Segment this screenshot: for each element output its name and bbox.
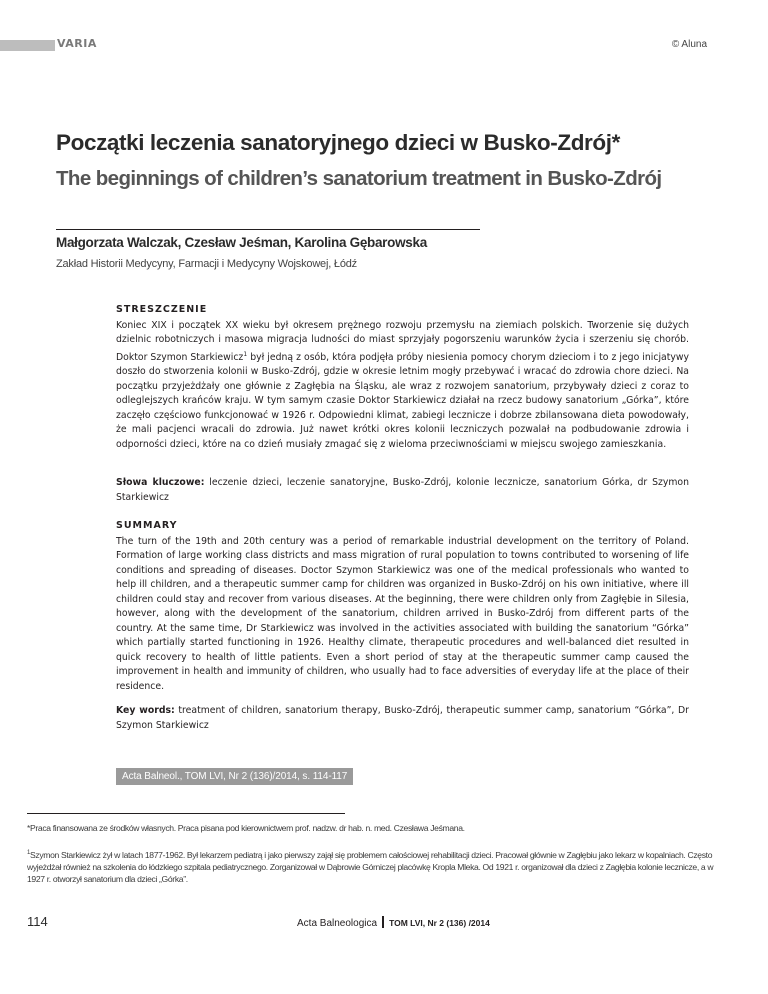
abstract-polish (116, 303, 689, 452)
keywords-text: leczenie dzieci, leczenie sanatoryjne, Busko-Zdrój, kolonie lecznicze, sanatorium Górka, dr Szymon Starkiewicz (116, 477, 689, 503)
keywords-polish (116, 476, 689, 505)
summary-heading: SUMMARY (116, 520, 178, 531)
journal-footer (297, 916, 490, 929)
summary-body: The turn of the 19th and 20th century was a period of remarkable industrial development on the territory of Poland. Formation of large working class districts and mass migration of rural population to towns contributed to worsening of life conditions and spreading of diseases. Doctor Szymon Starkiewicz was one of the medical professionals who wanted to help ill children, and a therapeutic summer camp for children was organized in Busko-Zdrój on his own initiative, where ill children could stay and recover from various diseases. At the beginning, there were children only from Zagłębie in Silesia, however, along with the development of the sanatorium, children arrived in Busko-Zdrój from different parts of the country. At the same time, Dr Starkiewicz was involved in the activities associated with building the sanatorium “Górka” which partially started functioning in 1926. Healthy climate, therapeutic procedures and well-balanced diet resulted in quick recovery to health of little patients. Even a short period of stay at the therapeutic summer camp caused the improvement in health and immunity of children, who usually had to face adversities of everyday life at the place of their residence. (116, 535, 689, 692)
footer-separator (382, 916, 384, 928)
streszczenie-heading: STRESZCZENIE (116, 304, 208, 315)
footnote-funding: *Praca finansowana ze środków własnych. Praca pisana pod kierownictwem prof. nadzw. dr hab. n. med. Czesława Jeśmana. (27, 823, 465, 833)
footnote-marker: 1 (243, 350, 248, 358)
footnote-divider (27, 813, 345, 814)
journal-volume: TOM LVI, Nr 2 (136) /2014 (389, 918, 490, 928)
copyright-notice: © Aluna (671, 39, 707, 50)
article-title-english: The beginnings of children’s sanatorium treatment in Busko-Zdrój (56, 167, 662, 190)
journal-name: Acta Balneologica (297, 918, 378, 929)
section-label: VARIA (57, 37, 97, 50)
section-color-bar (0, 40, 55, 51)
page-number: 114 (27, 914, 48, 929)
footnote-1-marker: 1 (27, 850, 30, 856)
article-title-polish: Początki leczenia sanatoryjnego dzieci w Busko-Zdrój* (56, 130, 620, 155)
abstract-english (116, 519, 689, 694)
keywords-label: Słowa kluczowe: (116, 477, 205, 488)
footnote-1: $^1$Szymon Starkiewicz żył w latach 1877-1962. Był lekarzem pediatrą i jako pierwszy zajął się problemem całościowej rehabilitacji dzieci. Pracował głównie w Zagłębiu jako lekarz w kopalniach. Często wyjeżdżał również na szkolenia do łódzkiego szpitala pediatrycznego. Zorganizował w Dąbrowie Górniczej placówkę Kropla Mleka. Od 1921 r. organizował dla dzieci z Zagłębia kolonie lecznicze, a w 1927 r. otworzył sanatorium dla dzieci „Górka”. (27, 849, 714, 884)
streszczenie-body: Koniec XIX i początek XX wieku był okresem prężnego rozwoju przemysłu na ziemiach polskich. Tworzenie się dużych dzielnic robotniczych i masowa migracja ludności do miast sprzyjały pogorszeniu warunków życia i szerzeniu się chorób. Doktor Szymon Starkiewicz$^1$ był jedną z osób, która podjęła próby niesienia pomocy chorym dzieciom i to z jego inicjatywy doszło do stworzenia kolonii w Busko-Zdrój, gdzie w okresie letnim mogły przebywać i wracać do zdrowia chore dzieci. Na początku przyjeżdżały one głównie z Zagłębia na Śląsku, ale wraz z rozwojem sanatorium, przybywały dzieci z coraz to odleglejszych krańców kraju. W tym samym czasie Doktor Starkiewicz działał na rzecz budowy sanatorium „Górka”, które zaczęło częściowo funkcjonować w 1926 r. Odpowiedni klimat, zabiegi lecznicze i dobrze zbilansowana dieta powodowały, że mali pacjenci wracali do zdrowia. Już nawet krótki okres kolonii leczniczych pozwalał na podbudowanie zdrowia i odporności dzieci, które na co dzień musiały zmagać się z wieloma przeciwnościami w miejscu swojego zamieszkania. (116, 319, 689, 450)
title-divider (56, 229, 480, 230)
keywords-label: Key words: (116, 705, 175, 716)
author-list: Małgorzata Walczak, Czesław Jeśman, Karolina Gębarowska (56, 235, 427, 250)
keywords-text: treatment of children, sanatorium therapy, Busko-Zdrój, therapeutic summer camp, sanatorium “Górka”, Dr Szymon Starkiewicz (116, 705, 689, 731)
keywords-english (116, 704, 689, 733)
citation-badge: Acta Balneol., TOM LVI, Nr 2 (136)/2014, s. 114-117 (116, 768, 353, 785)
affiliation: Zakład Historii Medycyny, Farmacji i Medycyny Wojskowej, Łódź (56, 258, 357, 270)
